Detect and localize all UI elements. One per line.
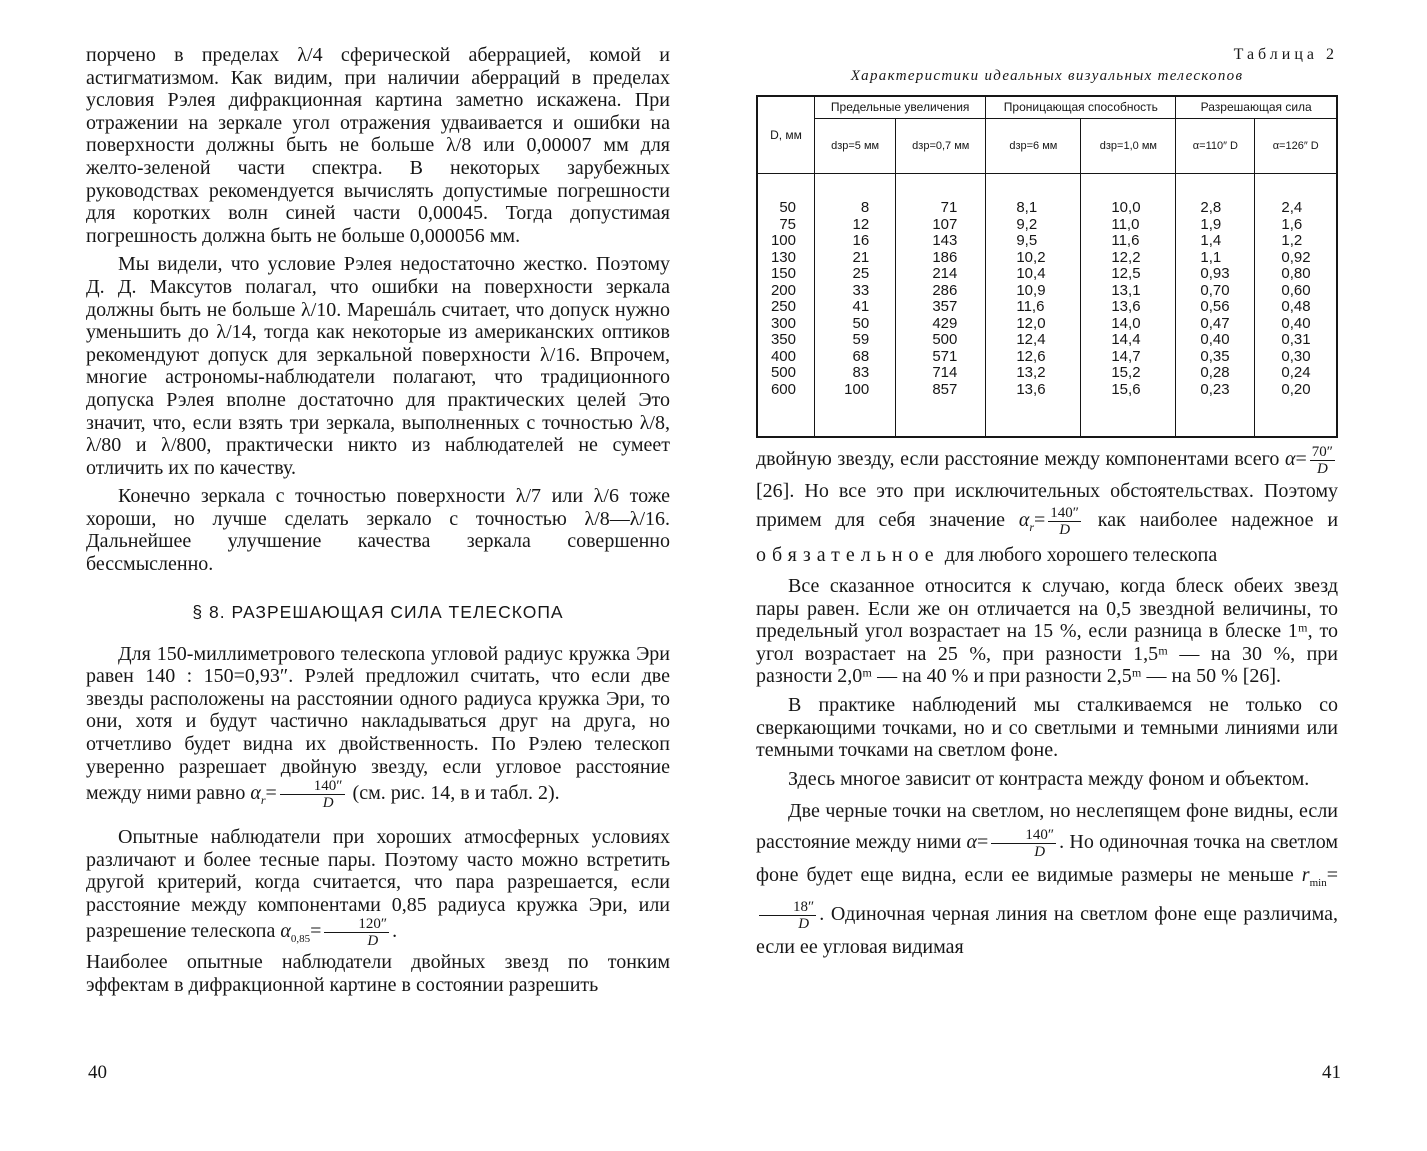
spaced-emphasis: обязательное <box>756 544 940 567</box>
paragraph: В практике наблюдений мы сталкиваемся не только со сверкающими точками, но и со светлыми и темными линиями или темными точками на светлом фоне. <box>756 694 1338 762</box>
formula-fraction: $\frac{120''}{D}$ <box>324 916 389 949</box>
col-header-d: D, мм <box>757 96 815 174</box>
table-column <box>1176 174 1255 438</box>
table-cell: 10,4 <box>1016 265 1046 282</box>
paragraph: Здесь многое зависит от контраста между фоном и объектом. <box>788 767 1310 790</box>
table-cell: 16 <box>852 232 870 249</box>
table-column <box>896 174 986 438</box>
table-cell: 0,30 <box>1281 347 1311 365</box>
page-number: 41 <box>1322 1062 1341 1083</box>
paragraph: Для 150-миллиметрового телескопа угловой радиус кружка Эри равен 140 : 150=0,93″. Рэлей предложил считать, что если две звезды расположены на расстоянии одного радиуса кружка Эри, то они, хотя и будут частично накладываться друг на друга, но отчетливо будет видна их двойственность. По Рэлею телескоп уверенно разрешает двойную звезду, если угловое расстояние между ними равно $\alpha_r=$ $\frac{140''}{D}$ (см. рис. 14, в и табл. 2). <box>86 642 670 812</box>
table-cell: 0,60 <box>1281 281 1311 299</box>
table-cell: 0,40 <box>1200 331 1230 348</box>
table-cell: 0,56 <box>1200 298 1230 315</box>
table-caption: Характеристики идеальных визуальных телескопов <box>850 68 1244 84</box>
table-cell: 68 <box>852 347 870 365</box>
table-cell: 0,70 <box>1200 281 1230 299</box>
paragraph: Наиболее опытные наблюдатели двойных звезд по тонким эффектам в дифракционной картине в состоянии разрешить <box>86 950 670 996</box>
table-cell: 0,80 <box>1281 265 1311 282</box>
table-cell: 0,48 <box>1281 298 1311 315</box>
table-cell: 1,1 <box>1200 248 1222 266</box>
group-header: Предельные увеличения <box>815 96 986 119</box>
right-page <box>756 0 1338 963</box>
table-cell: 250 <box>770 298 796 315</box>
table-column <box>757 174 815 438</box>
table-cell: 10,9 <box>1016 281 1046 299</box>
table-cell: 10,0 <box>1111 199 1141 216</box>
paragraph: порчено в пределах λ/4 сферической аберрацией, комой и астигматизмом. Как видим, при наличии аберраций в пределах условия Рэлея дифракционная картина заметно искажена. При отражении на зеркале угол отражения удваивается и ошибки на поверхности должны быть не больше λ/8 или 0,00007 мм для желто-зеленой части спектра. В некоторых зарубежных руководствах рекомендуется вычислять допустимые погрешности для коротких волн синей части 0,00045. Тогда допустимая погрешность должна быть не больше 0,000056 мм. <box>86 44 670 247</box>
table-cell: 130 <box>770 248 796 266</box>
paragraph: Все сказанное относится к случаю, когда блеск обеих звезд пары равен. Если же он отличается на 0,5 звездной величины, то предельный угол возрастает на 15 %, если разница в блеске 1ᵐ, то угол возрастает на 25 %, при разности 1,5ᵐ — на 30 %, при разности 2,0ᵐ — на 40 % и при разности 2,5ᵐ — на 50 % [26]. <box>756 575 1338 688</box>
table-cell: 714 <box>932 364 958 381</box>
paragraph: Две черные точки на светлом, но неслепящем фоне видны, если расстояние между ними α= $\frac{140''}{D}$ . Но одиночная точка на светлом фоне будет еще видна, если ее видимые размеры не меньше $r_{min}=$ $\frac{18''}{D}$ . Одиночная черная линия на светлом фоне еще различима, если ее угловая видимая <box>756 800 1338 959</box>
table-cell: 12,2 <box>1111 248 1141 266</box>
table-cell: 200 <box>770 281 796 299</box>
table-cell: 0,35 <box>1200 347 1230 365</box>
table-cell: 41 <box>852 298 870 315</box>
table-cell: 2,8 <box>1200 199 1222 216</box>
table-cell: 14,4 <box>1111 331 1141 348</box>
table-cell: 0,93 <box>1200 265 1230 282</box>
table-cell: 10,2 <box>1016 248 1046 266</box>
table-label: Таблица 2 <box>1233 46 1338 63</box>
table-cell: 12,4 <box>1016 331 1046 348</box>
table-cell: 12 <box>852 215 870 233</box>
telescope-table <box>756 95 1338 438</box>
table-cell: 14,7 <box>1111 347 1141 365</box>
table-cell: 286 <box>932 281 958 299</box>
table-column <box>986 174 1081 438</box>
paragraph: двойную звезду, если расстояние между компонентами всего α= $\frac{70''}{D}$ [26]. Но все это при исключительных обстоятельствах. Поэтому примем для себя значение $\alpha_r=$ $\frac{140''}{D}$ как наиболее надежное и обязательное для любого хорошего телескопа <box>756 444 1339 567</box>
table-cell: 9,5 <box>1016 232 1038 249</box>
table-cell: 357 <box>932 298 958 315</box>
table-cell: 300 <box>770 314 796 332</box>
sub-header: dзр=1,0 мм <box>1081 119 1176 174</box>
table-cell: 11,0 <box>1111 215 1140 233</box>
table-cell: 13,6 <box>1016 380 1046 398</box>
sub-header: dзр=5 мм <box>815 119 896 174</box>
table-cell: 33 <box>852 281 870 299</box>
page-number: 40 <box>88 1062 107 1083</box>
table-column <box>1081 174 1176 438</box>
table-cell: 500 <box>770 364 796 381</box>
table-cell: 350 <box>770 331 796 348</box>
table-cell: 12,6 <box>1016 347 1046 365</box>
table-cell: 1,9 <box>1200 215 1222 233</box>
table-cell: 107 <box>932 215 958 233</box>
table-cell: 15,6 <box>1111 380 1141 398</box>
table-cell: 0,20 <box>1281 380 1311 398</box>
table-cell: 0,40 <box>1281 314 1311 332</box>
table-cell: 186 <box>932 248 958 266</box>
table-cell: 1,2 <box>1281 232 1303 249</box>
table-cell: 12,0 <box>1016 314 1046 332</box>
table-cell: 500 <box>932 331 958 348</box>
table-cell: 21 <box>852 248 870 266</box>
table-cell: 75 <box>779 215 796 233</box>
table-cell: 8 <box>860 199 870 216</box>
section-heading: § 8. РАЗРЕШАЮЩАЯ СИЛА ТЕЛЕСКОПА <box>192 601 564 622</box>
sub-header: α=110″ D <box>1176 119 1255 174</box>
table-cell: 15,2 <box>1111 364 1141 381</box>
table-cell: 9,2 <box>1016 215 1038 233</box>
table-cell: 571 <box>932 347 958 365</box>
table-cell: 400 <box>770 347 796 365</box>
group-header: Проницающая способность <box>986 96 1176 119</box>
formula-fraction: $\frac{140''}{D}$ <box>991 827 1056 860</box>
table-cell: 71 <box>940 199 958 216</box>
table-cell: 0,23 <box>1200 380 1230 398</box>
table-cell: 1,6 <box>1281 215 1303 233</box>
group-header: Разрешающая сила <box>1176 96 1337 119</box>
table-cell: 0,31 <box>1281 331 1311 348</box>
table-cell: 8,1 <box>1016 199 1038 216</box>
table-cell: 12,5 <box>1111 265 1141 282</box>
table-cell: 214 <box>932 265 958 282</box>
table-cell: 0,24 <box>1281 364 1311 381</box>
table-cell: 11,6 <box>1016 298 1045 315</box>
sub-header: dзр=0,7 мм <box>896 119 986 174</box>
sub-header: dзр=6 мм <box>986 119 1081 174</box>
table-cell: 1,4 <box>1200 232 1222 249</box>
table-cell: 150 <box>770 265 796 282</box>
table-column <box>815 174 896 438</box>
left-page <box>86 44 670 996</box>
paragraph: Мы видели, что условие Рэлея недостаточно жестко. Поэтому Д. Д. Максутов полагал, что ошибки на поверхности зеркала должны быть не больше λ/10. Марешáль считает, что допуск нужно уменьшить до λ/14, тогда как некоторые из американских оптиков рекомендуют допуск для зеркальной поверхности λ/16. Впрочем, многие астрономы-наблюдатели полагают, что традиционного допуска Рэлея вполне достаточно для практических целей Это значит, что, если взять три зеркала, выполненных с точностью λ/8, λ/80 и λ/800, практически никто из наблюдателей не сумеет отличить их по качеству. <box>86 253 670 479</box>
formula-fraction: $\frac{18''}{D}$ <box>759 899 816 932</box>
table-cell: 13,1 <box>1111 281 1141 299</box>
table-cell: 50 <box>852 314 870 332</box>
table-cell: 13,2 <box>1016 364 1046 381</box>
table-row <box>757 174 1337 438</box>
table-cell: 600 <box>770 380 796 398</box>
table-cell: 100 <box>770 232 796 249</box>
paragraph: Конечно зеркала с точностью поверхности λ/7 или λ/6 тоже хороши, но лучше сделать зеркало с точностью λ/8—λ/16. Дальнейшее улучшение качества зеркала совершенно бессмысленно. <box>86 485 670 576</box>
table-cell: 59 <box>852 331 870 348</box>
table-cell: 14,0 <box>1111 314 1141 332</box>
table-column <box>1255 174 1337 438</box>
table-cell: 100 <box>844 380 870 398</box>
table-cell: 857 <box>932 380 958 398</box>
sub-header: α=126″ D <box>1255 119 1337 174</box>
formula-fraction: $\frac{140''}{D}$ <box>1050 505 1080 538</box>
table-cell: 13,6 <box>1111 298 1141 315</box>
paragraph: Опытные наблюдатели при хороших атмосферных условиях различают и более тесные пары. Поэтому часто можно встретить другой критерий, когда считается, что пара разрешается, если расстояние между компонентами 0,85 радиуса кружка Эри, или разрешение телескопа $\alpha_{0,85}=$ $\frac{120''}{D}$ . <box>86 825 670 950</box>
table-cell: 0,47 <box>1200 314 1230 332</box>
table-cell: 429 <box>932 314 958 332</box>
formula-fraction: $\frac{140''}{D}$ <box>280 778 345 811</box>
formula-fraction: $\frac{70''}{D}$ <box>1311 444 1334 477</box>
table-cell: 50 <box>779 199 796 216</box>
table-cell: 0,92 <box>1281 248 1311 266</box>
table-cell: 0,28 <box>1200 364 1230 381</box>
table-cell: 143 <box>932 232 958 249</box>
table-cell: 2,4 <box>1281 199 1303 216</box>
table-cell: 25 <box>852 265 870 282</box>
table-cell: 83 <box>852 364 870 381</box>
table-cell: 11,6 <box>1111 232 1140 249</box>
